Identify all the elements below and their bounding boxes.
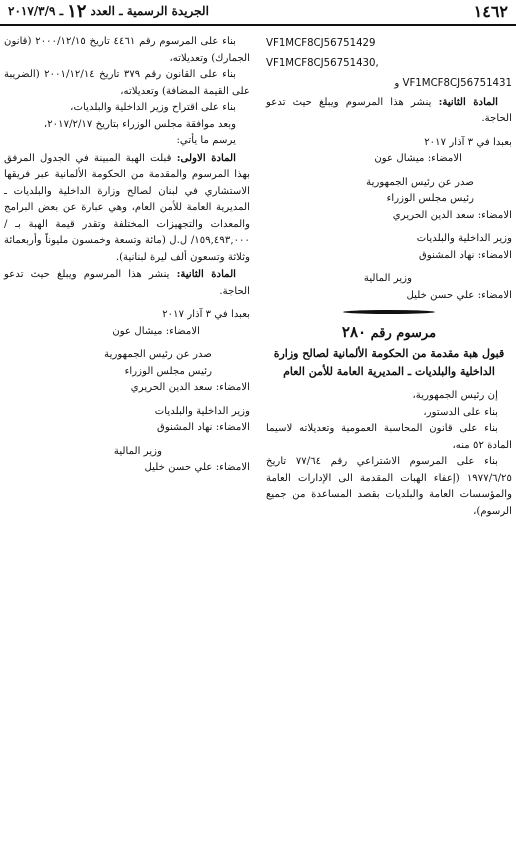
- section-divider: [343, 310, 435, 314]
- issue-number: ١٢: [67, 1, 87, 23]
- president-signature: الامضاء: ميشال عون: [374, 153, 462, 165]
- prime-minister-signature: الامضاء: سعد الدين الحريري: [130, 382, 250, 394]
- gazette-title: الجريدة الرسمية ـ العدد: [90, 4, 209, 19]
- interior-minister-title: وزير الداخلية والبلديات: [154, 405, 250, 417]
- preamble-constitution: بناء على الدستور،: [423, 406, 498, 418]
- gazette-masthead: [8, 0, 209, 27]
- article-2-paragraph: [4, 266, 250, 300]
- finance-minister-title: وزير المالية: [363, 273, 412, 285]
- finance-minister-signature: الامضاء: علي حسن خليل: [406, 289, 512, 301]
- right-column: [266, 34, 512, 520]
- decree-title: [266, 320, 512, 344]
- decree-label: مرسوم رقم: [370, 326, 437, 342]
- interior-minister-title: وزير الداخلية والبلديات: [416, 233, 512, 245]
- article-1-paragraph: [4, 150, 250, 267]
- preamble-accounting-law: بناء على قانون المحاسبة العمومية وتعديلاته لاسيما المادة ٥٢ منه،: [266, 423, 512, 451]
- issued-by-president: صدر عن رئيس الجمهورية: [366, 176, 474, 188]
- article-1-label: المادة الاولى:: [176, 151, 236, 164]
- decree-subject: قبول هبة مقدمة من الحكومة الألمانية لصالح وزارة الداخلية والبلديات ـ المديرية العامة للأمن العام: [273, 346, 505, 379]
- finance-minister-signature: الامضاء: علي حسن خليل: [144, 462, 250, 474]
- president-signature: الامضاء: ميشال عون: [112, 325, 200, 337]
- issue-date: ـ ٢٠١٧/٣/٩: [8, 4, 64, 19]
- page-header: [0, 0, 516, 26]
- basis-vat-law: بناء على القانون رقم ٣٧٩ تاريخ ٢٠٠١/١٢/١٤ (الضريبة على القيمة المضافة) وتعديلاته،: [4, 69, 250, 97]
- interior-minister-signature: الامضاء: نهاد المشنوق: [418, 249, 512, 261]
- chassis-number-2: VF1MCF8CJ56751430,: [266, 57, 379, 69]
- prime-minister-title: رئيس مجلس الوزراء: [124, 365, 212, 377]
- article-2-label: المادة الثانية:: [438, 95, 499, 108]
- signing-place-date: بعبدا في ٣ آذار ٢٠١٧: [424, 136, 512, 148]
- decree-number: ٢٨٠: [341, 323, 367, 342]
- article-2-label: المادة الثانية:: [176, 268, 237, 281]
- finance-minister-title: وزير المالية: [113, 445, 162, 457]
- chassis-number-1: VF1MCF8CJ56751429: [266, 38, 376, 49]
- article-1-text: قبلت الهبة المبينة في الجدول المرفق بهذا المرسوم والمقدمة من الحكومة الألمانية عبر فريقها الاستشاري في لبنان لصالح وزارة الداخلية والبلديات ـ المديرية العامة للأمن العام، وهي عبارة عن بعض البرامج والمعدات والتجهيزات المختلفة وتقدر قيمة الهبة بـ /١٥٩,٤٩٣,٠٠٠/ ل.ل (مائة وتسعة وخمسون مليوناً وأربعمائة وثلاثة وتسعون ألف ليرة لبنانية).: [4, 152, 250, 263]
- preamble-legislative-decree: بناء على المرسوم الاشتراعي رقم ٧٧/٦٤ تاريخ ١٩٧٧/٦/٢٥ (إعفاء الهبات المقدمة الى الإدارات العامة والمؤسسات العامة والبلديات بقصد المساعدة من جميع الرسوم)،: [266, 456, 512, 517]
- decrees-following: يرسم ما يأتي:: [176, 135, 236, 147]
- page-number: ١٤٦٢: [473, 2, 508, 22]
- prime-minister-signature: الامضاء: سعد الدين الحريري: [392, 209, 512, 221]
- basis-cabinet-approval: وبعد موافقة مجلس الوزراء بتاريخ ٢٠١٧/٢/١٧،: [43, 118, 236, 130]
- signing-place-date: بعبدا في ٣ آذار ٢٠١٧: [162, 309, 250, 321]
- prime-minister-title: رئيس مجلس الوزراء: [386, 193, 474, 205]
- interior-minister-signature: الامضاء: نهاد المشنوق: [156, 422, 250, 434]
- issued-by-president: صدر عن رئيس الجمهورية: [104, 349, 212, 361]
- basis-customs-law: بناء على المرسوم رقم ٤٤٦١ تاريخ ٢٠٠٠/١٢/١٥ (قانون الجمارك) وتعديلاته،: [4, 36, 250, 64]
- basis-minister-proposal: بناء على اقتراح وزير الداخلية والبلديات،: [70, 102, 236, 114]
- chassis-number-3: و VF1MCF8CJ56751431: [394, 77, 512, 89]
- article-2-text: ينشر هذا المرسوم ويبلغ حيث تدعو الحاجة.: [4, 269, 250, 297]
- left-column: [4, 34, 250, 477]
- article-2-text: ينشر هذا المرسوم ويبلغ حيث تدعو الحاجة.: [266, 96, 512, 125]
- preamble-president: إن رئيس الجمهورية،: [412, 390, 498, 402]
- article-2-paragraph: [266, 94, 512, 128]
